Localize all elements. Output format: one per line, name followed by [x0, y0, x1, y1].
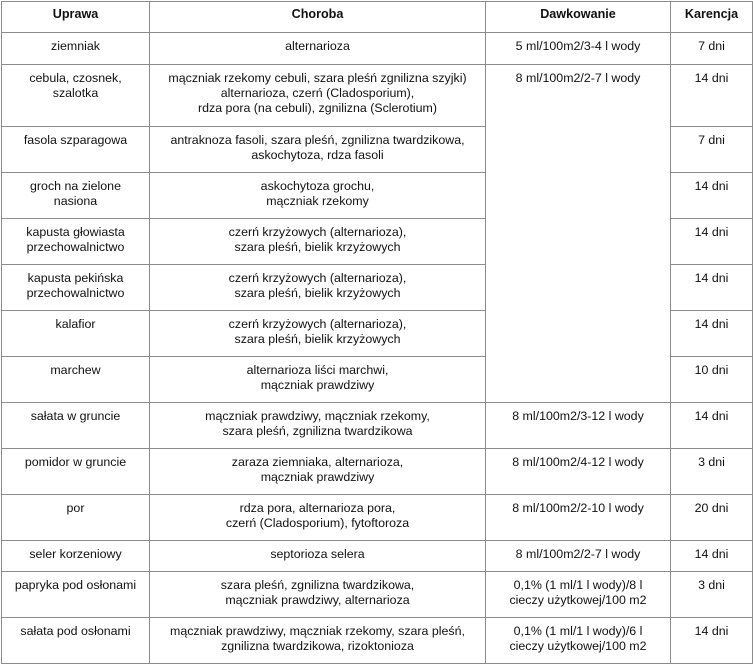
crop-text: przechowalnictwo — [26, 286, 125, 301]
disease-cell — [150, 265, 486, 311]
karencja-cell — [671, 265, 753, 311]
dose-text: 0,1% (1 ml/1 l wody)/8 l — [513, 578, 643, 592]
karencja-cell — [671, 403, 753, 449]
disease-text: rdza pora (na cebuli), zgnilizna (Sclerotium) — [198, 101, 437, 116]
karencja-cell — [671, 541, 753, 572]
crop-text: przechowalnictwo — [26, 240, 125, 255]
karencja-text: 3 dni — [698, 578, 725, 592]
table-row — [2, 541, 753, 572]
karencja-cell — [671, 173, 753, 219]
crop-text: seler korzeniowy — [29, 547, 122, 561]
crop-cell — [2, 265, 150, 311]
crop-text: groch na zielone — [30, 179, 121, 193]
dose-text: cieczy użytkowej/100 m2 — [509, 593, 647, 608]
disease-text: septorioza selera — [270, 547, 365, 561]
crop-cell — [2, 311, 150, 357]
pesticide-table-container — [1, 1, 752, 664]
karencja-text: 14 dni — [694, 225, 729, 239]
karencja-cell — [671, 127, 753, 173]
pesticide-table — [1, 1, 753, 664]
disease-text: alternarioza, czerń (Cladosporium), — [220, 86, 415, 101]
disease-text: szara pleśń, zgnilizna twardzikowa, — [220, 578, 415, 592]
crop-text: kapusta głowiasta — [26, 225, 125, 239]
karencja-cell — [671, 311, 753, 357]
dose-cell — [486, 403, 671, 449]
disease-cell — [150, 173, 486, 219]
header-choroba: Choroba — [150, 2, 486, 33]
crop-text: pomidor w gruncie — [24, 455, 127, 469]
crop-cell — [2, 572, 150, 618]
disease-cell — [150, 403, 486, 449]
dose-text: cieczy użytkowej/100 m2 — [509, 639, 647, 654]
crop-text: por — [66, 501, 85, 515]
header-uprawa: Uprawa — [2, 2, 150, 33]
crop-text: nasiona — [53, 194, 98, 209]
disease-text: askochytoza, rdza fasoli — [251, 148, 384, 163]
disease-text: czerń krzyżowych (alternarioza), — [228, 271, 407, 285]
crop-cell — [2, 219, 150, 265]
disease-text: askochytoza grochu, — [260, 179, 375, 193]
karencja-text: 14 dni — [694, 317, 729, 331]
crop-cell — [2, 495, 150, 541]
disease-text: czerń krzyżowych (alternarioza), — [228, 225, 407, 239]
dose-text: 5 ml/100m2/3-4 l wody — [515, 39, 641, 53]
disease-cell — [150, 618, 486, 664]
disease-text: mączniak rzekomy cebuli, szara pleśń zgnilizna szyjki) — [168, 71, 467, 85]
karencja-text: 7 dni — [698, 39, 725, 53]
karencja-text: 14 dni — [694, 271, 729, 285]
karencja-text: 20 dni — [694, 501, 729, 515]
disease-text: mączniak prawdziwy — [260, 470, 375, 485]
table-row — [2, 572, 753, 618]
crop-text: cebula, czosnek, — [29, 71, 122, 85]
table-row — [2, 449, 753, 495]
crop-cell — [2, 357, 150, 403]
table-body — [2, 33, 753, 664]
disease-cell — [150, 33, 486, 65]
crop-cell — [2, 127, 150, 173]
crop-text: fasola szparagowa — [23, 133, 128, 147]
crop-cell — [2, 65, 150, 127]
dose-cell — [486, 495, 671, 541]
disease-text: alternarioza — [285, 39, 350, 53]
disease-text: alternarioza liści marchwi, — [246, 363, 389, 377]
table-row — [2, 33, 753, 65]
karencja-cell — [671, 357, 753, 403]
crop-text: papryka pod osłonami — [14, 578, 137, 592]
crop-cell — [2, 33, 150, 65]
crop-cell — [2, 403, 150, 449]
disease-cell — [150, 311, 486, 357]
crop-text: szalotka — [52, 86, 99, 101]
disease-cell — [150, 127, 486, 173]
table-row — [2, 618, 753, 664]
crop-cell — [2, 173, 150, 219]
disease-text: szara pleśń, bielik krzyżowych — [234, 240, 401, 255]
karencja-cell — [671, 572, 753, 618]
disease-text: mączniak prawdziwy — [260, 378, 375, 393]
crop-text: kapusta pekińska — [27, 271, 124, 285]
table-row — [2, 495, 753, 541]
crop-text: sałata w gruncie — [30, 409, 121, 423]
karencja-cell — [671, 65, 753, 127]
header-row — [2, 2, 753, 33]
dose-text: 8 ml/100m2/4-12 l wody — [512, 455, 644, 469]
dose-text: 0,1% (1 ml/1 l wody)/6 l — [513, 624, 643, 638]
karencja-text: 14 dni — [694, 624, 729, 638]
disease-text: antraknoza fasoli, szara pleśń, zgnilizna twardzikowa, — [170, 133, 465, 147]
karencja-cell — [671, 33, 753, 65]
disease-text: zgnilizna twardzikowa, rizoktonioza — [221, 639, 414, 654]
karencja-text: 14 dni — [694, 179, 729, 193]
disease-cell — [150, 541, 486, 572]
dose-text: 8 ml/100m2/2-7 l wody — [515, 547, 641, 561]
table-header — [2, 2, 753, 33]
disease-text: zaraza ziemniaka, alternarioza, — [231, 455, 404, 469]
disease-text: rdza pora, alternarioza pora, — [239, 501, 396, 515]
karencja-text: 3 dni — [698, 455, 725, 469]
dose-cell — [486, 449, 671, 495]
karencja-text: 14 dni — [694, 547, 729, 561]
crop-text: sałata pod osłonami — [20, 624, 131, 638]
karencja-text: 7 dni — [698, 133, 725, 147]
crop-text: marchew — [50, 363, 101, 377]
dose-text: 8 ml/100m2/2-7 l wody — [515, 71, 641, 85]
crop-cell — [2, 449, 150, 495]
disease-text: szara pleśń, bielik krzyżowych — [234, 286, 401, 301]
disease-cell — [150, 572, 486, 618]
disease-text: mączniak rzekomy — [266, 194, 369, 209]
table-row — [2, 403, 753, 449]
disease-cell — [150, 495, 486, 541]
disease-text: szara pleśń, zgnilizna twardzikowa — [222, 424, 413, 439]
crop-cell — [2, 618, 150, 664]
karencja-cell — [671, 449, 753, 495]
karencja-cell — [671, 618, 753, 664]
disease-cell — [150, 219, 486, 265]
disease-cell — [150, 357, 486, 403]
crop-cell — [2, 541, 150, 572]
dose-cell-merged — [486, 65, 671, 403]
disease-cell — [150, 449, 486, 495]
crop-text: ziemniak — [51, 39, 100, 53]
karencja-text: 10 dni — [694, 363, 729, 377]
disease-text: czerń (Cladosporium), fytoftoroza — [225, 516, 410, 531]
disease-text: mączniak prawdziwy, mączniak rzekomy, — [205, 409, 430, 423]
crop-text: kalafior — [55, 317, 96, 331]
karencja-text: 14 dni — [694, 71, 729, 85]
disease-text: mączniak prawdziwy, alternarioza — [225, 593, 410, 608]
dose-text: 8 ml/100m2/3-12 l wody — [512, 409, 644, 423]
table-row — [2, 65, 753, 127]
disease-text: szara pleśń, bielik krzyżowych — [234, 332, 401, 347]
dose-cell — [486, 541, 671, 572]
disease-cell — [150, 65, 486, 127]
header-dawkowanie: Dawkowanie — [486, 2, 671, 33]
karencja-cell — [671, 495, 753, 541]
disease-text: czerń krzyżowych (alternarioza), — [228, 317, 407, 331]
header-karencja: Karencja — [671, 2, 753, 33]
dose-cell — [486, 572, 671, 618]
dose-cell — [486, 618, 671, 664]
dose-cell — [486, 33, 671, 65]
disease-text: mączniak prawdziwy, mączniak rzekomy, szara pleśń, — [170, 624, 465, 638]
karencja-text: 14 dni — [694, 409, 729, 423]
dose-text: 8 ml/100m2/2-10 l wody — [512, 501, 644, 515]
karencja-cell — [671, 219, 753, 265]
